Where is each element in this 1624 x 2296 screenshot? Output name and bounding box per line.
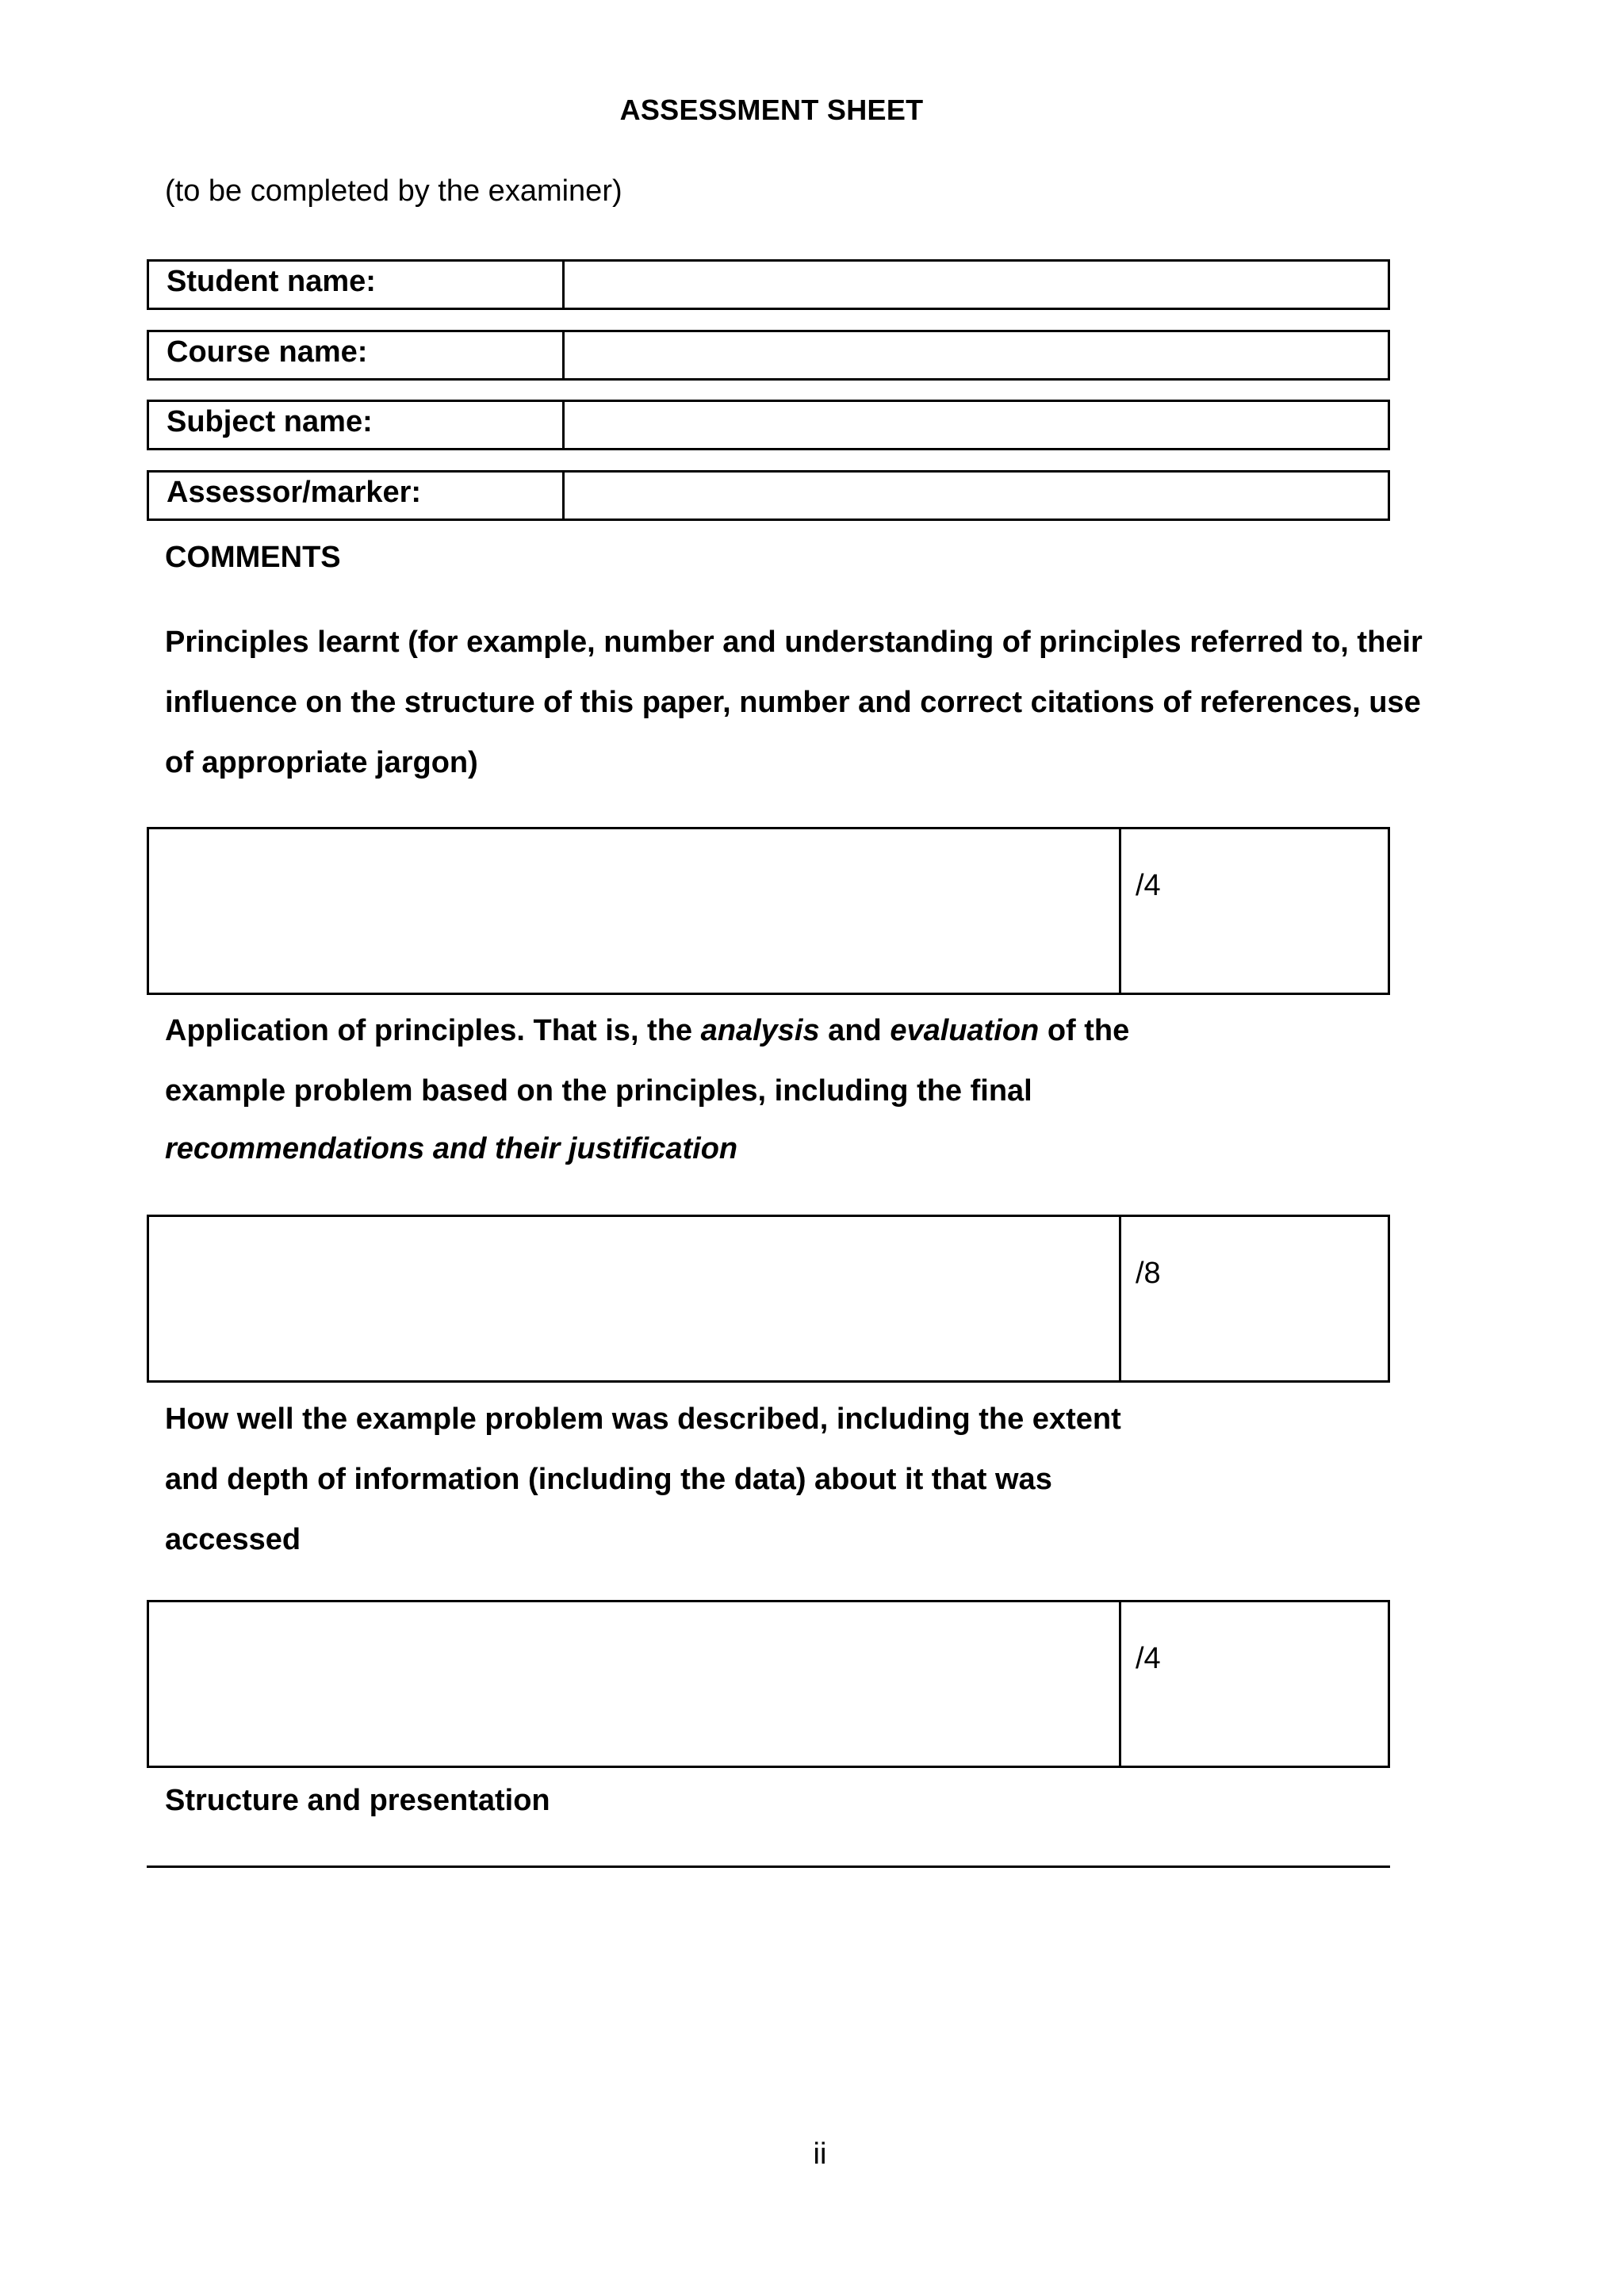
course-name-row — [147, 330, 1390, 381]
criteria-line: and depth of information (including the data) about it that was — [165, 1463, 1052, 1496]
subject-name-row — [147, 400, 1390, 450]
comments-heading: COMMENTS — [165, 541, 341, 574]
criteria-line: influence on the structure of this paper, number and correct citations of references, use — [165, 686, 1421, 719]
application-comment-field[interactable] — [149, 1217, 1121, 1380]
criteria-line: example problem based on the principles, including the final — [165, 1074, 1032, 1108]
student-name-row — [147, 259, 1390, 310]
problem-description-criteria — [165, 1389, 1402, 1570]
criteria-line: Principles learnt (for example, number and understanding of principles referred to, their — [165, 626, 1423, 659]
student-name-field[interactable] — [565, 262, 1388, 308]
principles-score-box — [147, 827, 1390, 995]
problem-score-box — [147, 1600, 1390, 1768]
principles-comment-field[interactable] — [149, 829, 1121, 993]
course-name-field[interactable] — [565, 332, 1388, 378]
divider — [147, 1866, 1390, 1868]
criteria-line: of appropriate jargon) — [165, 746, 478, 779]
page-number: ii — [813, 2137, 827, 2171]
structure-presentation-heading: Structure and presentation — [165, 1784, 550, 1817]
criteria-text: Application of principles. That is, the — [165, 1014, 701, 1047]
criteria-text: of the — [1039, 1014, 1130, 1047]
application-mark: /8 — [1136, 1257, 1161, 1290]
principles-mark: /4 — [1136, 869, 1161, 902]
student-name-label: Student name: — [149, 262, 565, 308]
intro-text: (to be completed by the examiner) — [165, 174, 622, 208]
assessor-row — [147, 470, 1390, 521]
criteria-line: accessed — [165, 1523, 301, 1556]
assessor-field[interactable] — [565, 473, 1388, 519]
criteria-emphasis: analysis — [700, 1014, 820, 1047]
application-score-box — [147, 1215, 1390, 1383]
criteria-line — [165, 1001, 1402, 1061]
criteria-emphasis-line: recommendations and their justification — [165, 1132, 738, 1165]
page-title: ASSESSMENT SHEET — [619, 94, 924, 126]
problem-comment-field[interactable] — [149, 1602, 1121, 1766]
principles-learnt-criteria — [165, 612, 1423, 793]
criteria-text: and — [819, 1014, 891, 1047]
course-name-label: Course name: — [149, 332, 565, 378]
problem-mark: /4 — [1136, 1642, 1161, 1675]
criteria-line: How well the example problem was described, including the extent — [165, 1402, 1121, 1436]
subject-name-field[interactable] — [565, 402, 1388, 448]
subject-name-label: Subject name: — [149, 402, 565, 448]
application-criteria — [165, 1001, 1402, 1177]
assessor-label: Assessor/marker: — [149, 473, 565, 519]
criteria-emphasis: evaluation — [890, 1014, 1040, 1047]
